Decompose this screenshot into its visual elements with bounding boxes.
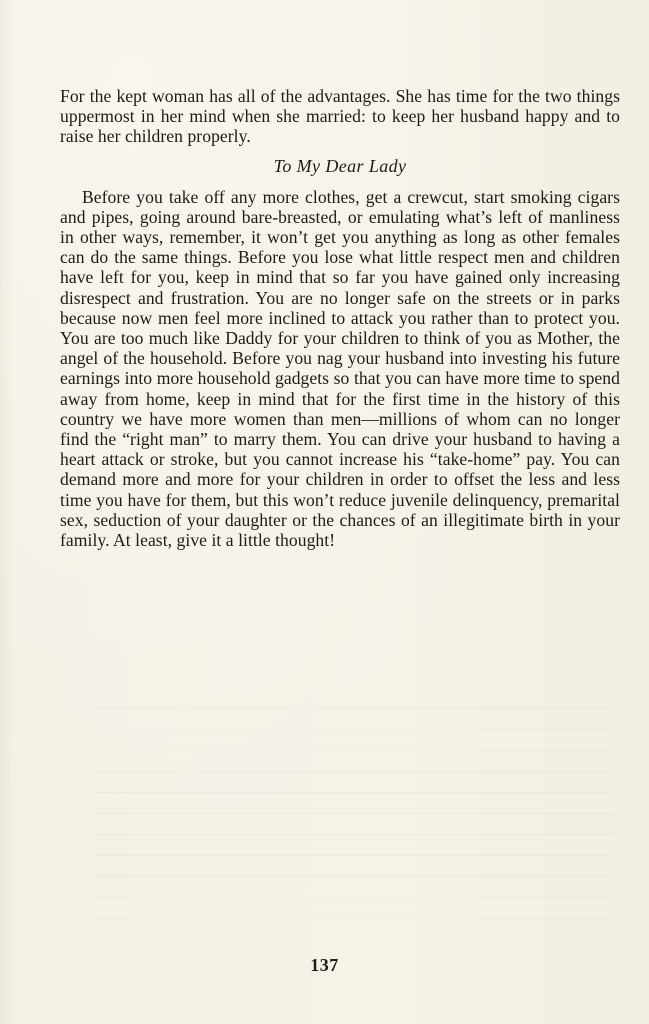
opening-paragraph: For the kept woman has all of the advantages. She has time for the two things uppermost in her mind when she married: to keep her husband happy and to raise her children properly. xyxy=(60,86,620,147)
text-block xyxy=(60,86,620,550)
section-heading: To My Dear Lady xyxy=(273,155,407,176)
show-through-texture xyxy=(95,688,615,919)
body-paragraph: Before you take off any more clothes, get a crewcut, start smoking cigars and pipes, going around bare-breasted, or emulating what’s left of manliness in other ways, remember, it won’t get you anything as long as other females can do the same things. Before you lose what little respect men and children have left for you, keep in mind that so far you have gained only increasing disrespect and frustration. You are no longer safe on the streets or in parks because now men feel more inclined to attack you rather than to protect you. You are too much like Daddy for your children to think of you as Mother, the angel of the household. Before you nag your husband into investing his future earnings into more household gadgets so that you can have more time to spend away from home, keep in mind that for the first time in the history of this country we have more women than men—millions of whom can no longer find the “right man” to marry them. You can drive your husband to having a heart attack or stroke, but you cannot increase his “take-home” pay. You can demand more and more for your children in order to offset the less and less time you have for them, but this won’t reduce juvenile delinquency, premarital sex, seduction of your daughter or the chances of an illegitimate birth in your family. At least, give it a little thought! xyxy=(60,186,620,551)
page-number: 137 xyxy=(310,955,339,975)
